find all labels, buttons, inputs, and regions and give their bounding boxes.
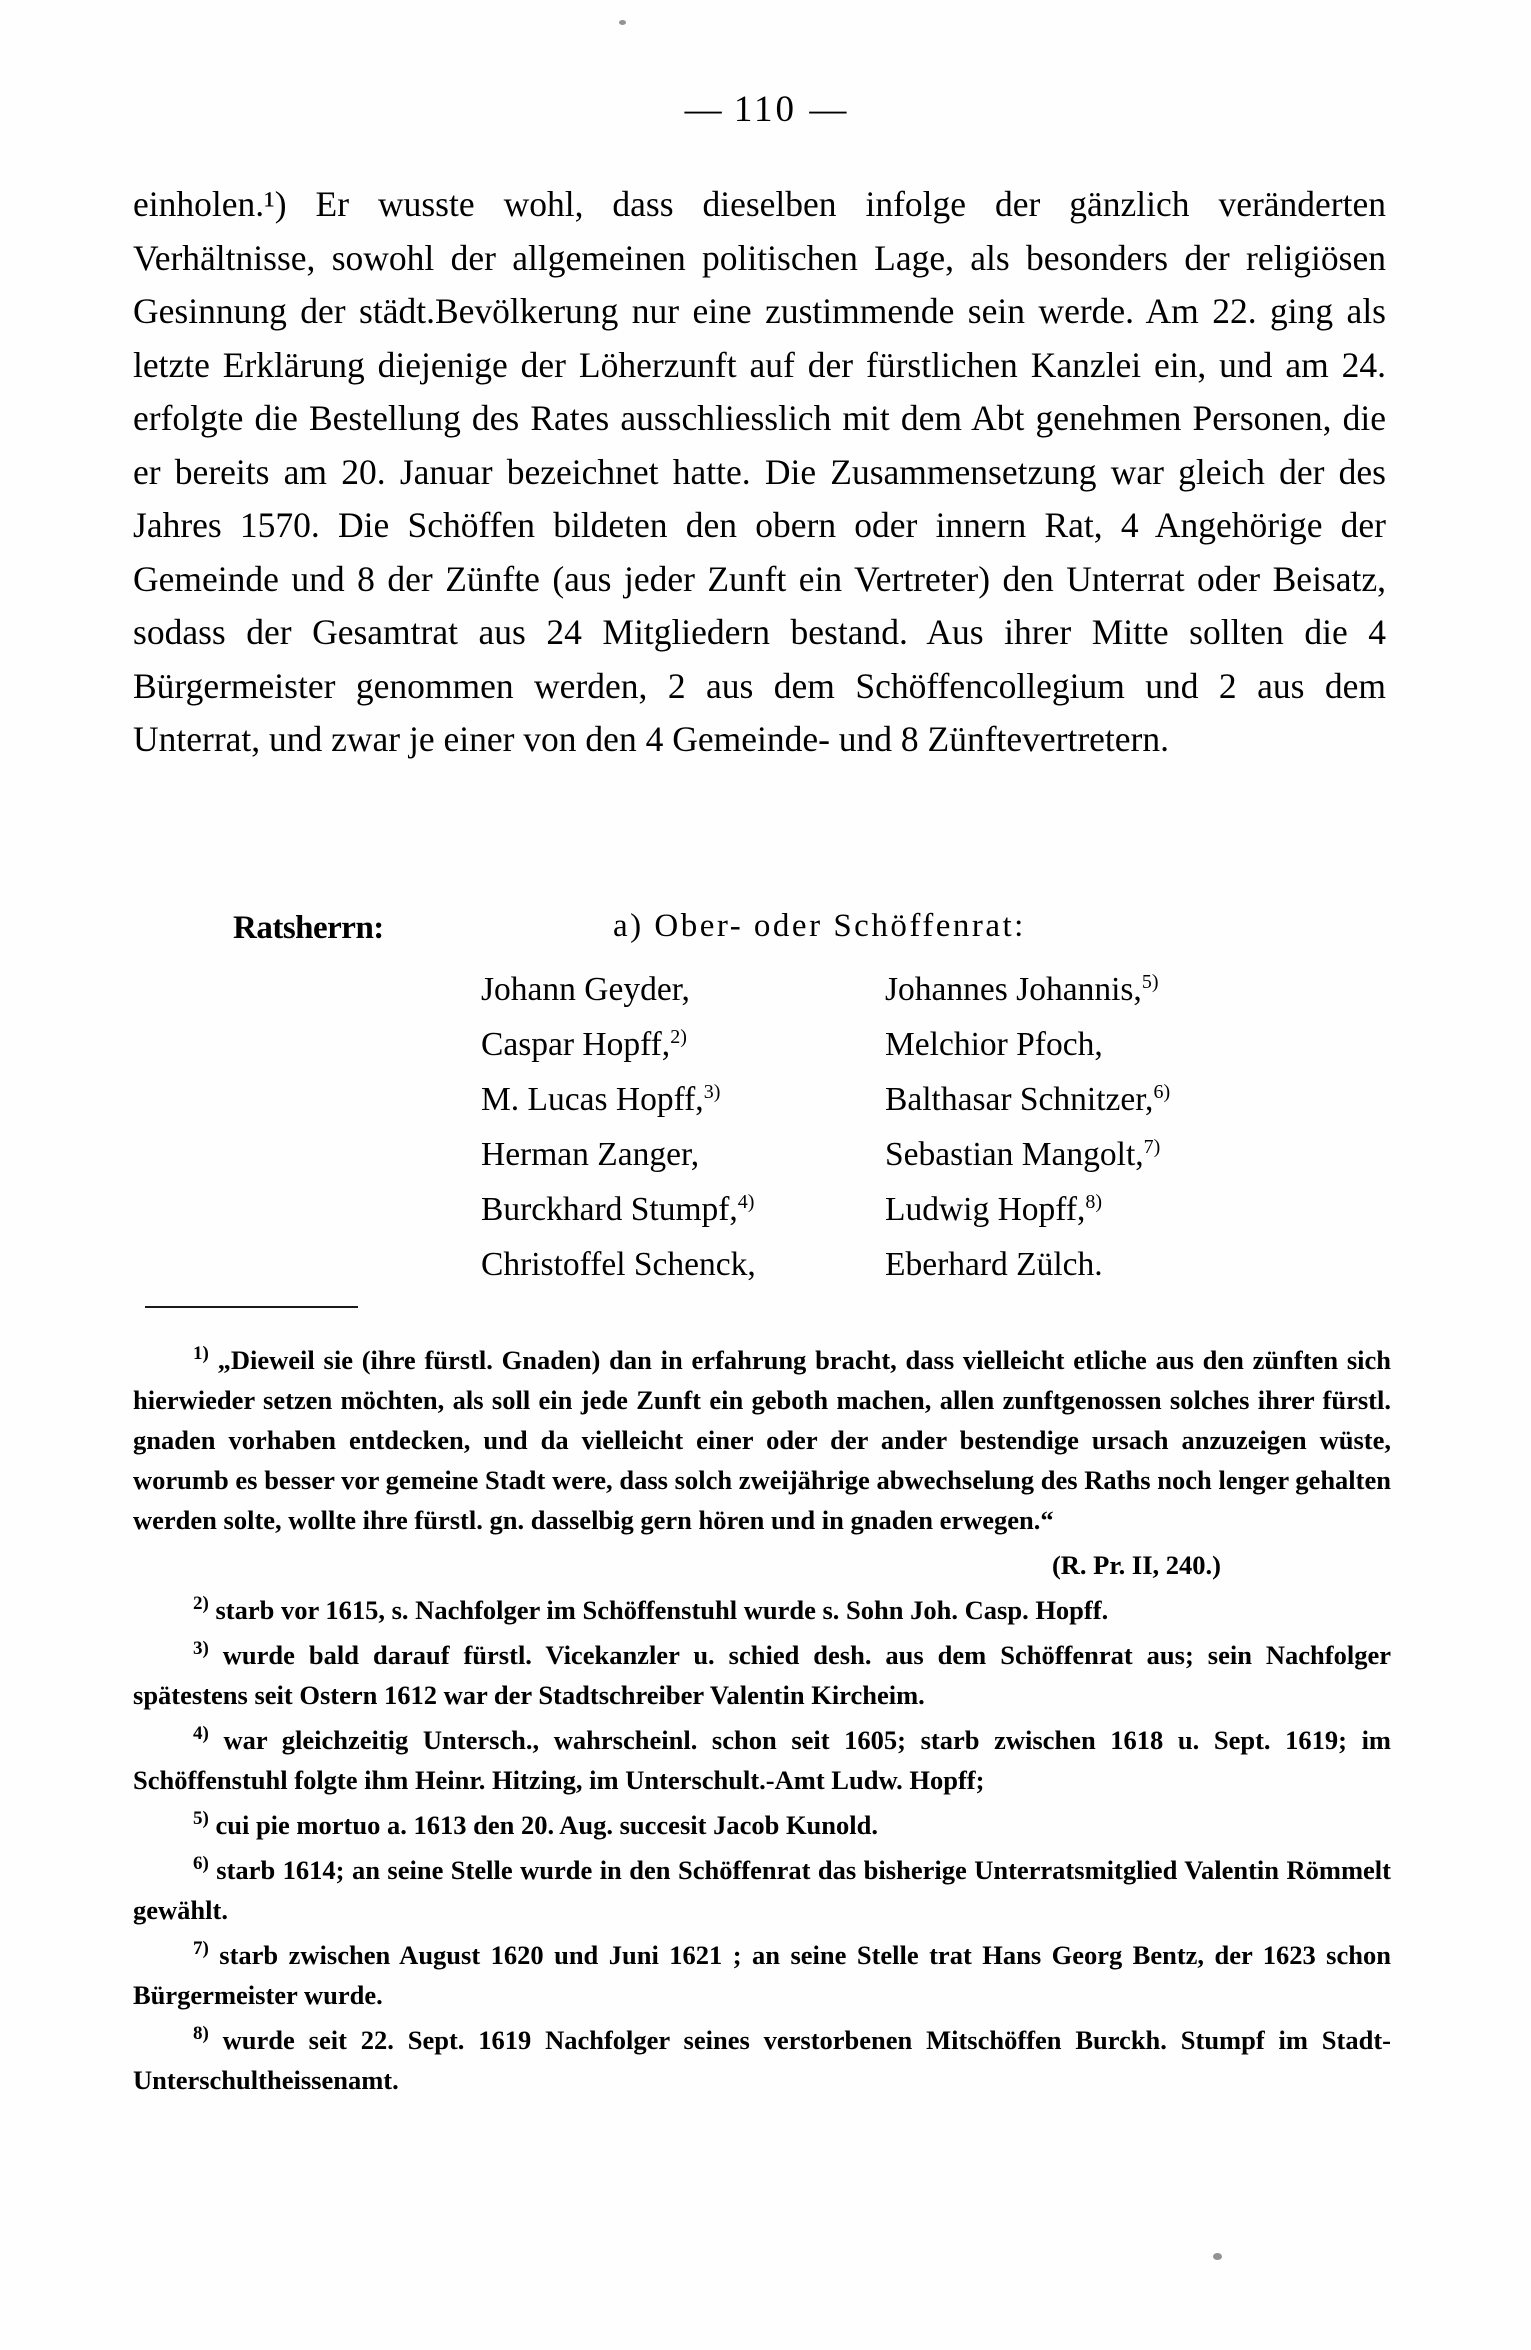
scan-speckle: [1213, 2253, 1222, 2260]
table-row: [481, 1017, 1215, 1072]
ratsherrn-name-right: [885, 1127, 1215, 1182]
ratsherrn-name-left: [481, 1237, 885, 1292]
footnote-item: [133, 1850, 1391, 1930]
footnote-separator-rule: [145, 1306, 358, 1308]
footnote-item: [133, 1805, 1391, 1845]
ratsherrn-name-right: [885, 1237, 1215, 1292]
name-text: Balthasar Schnitzer,: [885, 1081, 1154, 1118]
footnote-marker: 2): [193, 1593, 209, 1615]
name-text: Burckhard Stumpf,: [481, 1191, 738, 1228]
footnote-source-citation: [133, 1545, 1391, 1585]
name-text: Johann Geyder,: [481, 971, 690, 1008]
main-paragraph: [133, 178, 1386, 767]
folio-dash-left: —: [684, 89, 722, 130]
name-text: Christoffel Schenck,: [481, 1246, 756, 1283]
footnote-marker: 5): [193, 1808, 209, 1830]
footnote-marker: 6): [193, 1853, 209, 1875]
ratsherrn-name-right: [885, 1017, 1215, 1072]
footnote-ref: 8): [1085, 1190, 1103, 1213]
table-row: [481, 1072, 1215, 1127]
footnote-item: [133, 1720, 1391, 1800]
ratsherrn-names-table: [481, 962, 1215, 1292]
footnote-text: starb 1614; an seine Stelle wurde in den Schöffenrat das bisherige Unterratsmitglied Valentin Römmelt gewählt.: [133, 1855, 1391, 1925]
name-text: Melchior Pfoch,: [885, 1026, 1103, 1063]
footnote-item: [133, 1590, 1391, 1630]
page-number: 110: [733, 89, 798, 130]
footnote-ref: 3): [703, 1080, 721, 1103]
ratsherrn-names-body: [481, 962, 1215, 1292]
name-text: Herman Zanger,: [481, 1136, 700, 1173]
footnote-text: starb vor 1615, s. Nachfolger im Schöffenstuhl wurde s. Sohn Joh. Casp. Hopff.: [215, 1595, 1109, 1625]
name-text: Eberhard Zülch.: [885, 1246, 1103, 1283]
footnote-ref: 5): [1141, 970, 1159, 993]
main-paragraph-text: einholen.¹) Er wusste wohl, dass dieselben infolge der gänzlich veränderten Verhältnisse, sowohl der allgemeinen politischen Lage, als besonders der religiösen Gesinnung der städt.Bevölkerung nur eine zustimmende sein werde. Am 22. ging als letzte Erklärung diejenige der Löherzunft auf der fürstlichen Kanzlei ein, und am 24. erfolgte die Bestellung des Rates ausschliesslich mit dem Abt genehmen Personen, die er bereits am 20. Januar bezeichnet hatte. Die Zusammensetzung war gleich der des Jahres 1570. Die Schöffen bildeten den obern oder innern Rat, 4 Angehörige der Gemeinde und 8 der Zünfte (aus jeder Zunft ein Vertreter) den Unterrat oder Beisatz, sodass der Gesamtrat aus 24 Mitgliedern bestand. Aus ihrer Mitte sollten die 4 Bürgermeister genommen werden, 2 aus dem Schöffencollegium und 2 aus dem Unterrat, und zwar je einer von den 4 Gemeinde- und 8 Zünftevertretern.: [133, 184, 1386, 759]
ratsherrn-subheading: a) Ober- oder Schöffenrat:: [613, 908, 1026, 944]
page-folio: [0, 88, 1531, 131]
ratsherrn-name-right: [885, 962, 1215, 1017]
footnote-item: [133, 2020, 1391, 2100]
footnote-ref: 2): [670, 1025, 687, 1048]
ratsherrn-name-left: [481, 962, 885, 1017]
footnote-text: starb zwischen August 1620 und Juni 1621 ; an seine Stelle trat Hans Georg Bentz, der 1623 schon Bürgermeister wurde.: [133, 1940, 1391, 2010]
ratsherrn-name-right: [885, 1182, 1215, 1237]
ratsherrn-label: Ratsherrn:: [233, 910, 384, 946]
footnote-marker: 7): [193, 1938, 209, 1960]
footnote-text: (R. Pr. II, 240.): [1051, 1550, 1221, 1580]
name-text: Sebastian Mangolt,: [885, 1136, 1144, 1173]
table-row: [481, 1182, 1215, 1237]
table-row: [481, 1127, 1215, 1182]
footnote-text: wurde seit 22. Sept. 1619 Nachfolger seines verstorbenen Mitschöffen Burckh. Stumpf im Stadt-Unterschultheissenamt.: [133, 2025, 1392, 2095]
name-text: M. Lucas Hopff,: [481, 1081, 704, 1118]
footnote-text: „Dieweil sie (ihre fürstl. Gnaden) dan in erfahrung bracht, dass vielleicht etliche aus den zünften sich hierwieder setzen möchten, als soll ein jede Zunft ein geboth machen, allen zunftgenossen solches ihrer fürstl. gnaden vorhaben entdecken, und da vielleicht einer oder der ander bestendige ursach anzuzeigen wüste, worumb es besser vor gemeine Stadt were, dass solch zweijährige abwechselung des Raths noch lenger gehalten werden solte, wollte ihre fürstl. gn. dasselbig gern hören und in gnaden erwegen.“: [133, 1345, 1391, 1535]
footnote-marker: 3): [193, 1638, 209, 1660]
footnote-marker: 4): [193, 1723, 209, 1745]
ratsherrn-name-left: [481, 1127, 885, 1182]
footnote-item: [133, 1340, 1391, 1540]
footnote-marker: 1): [193, 1343, 209, 1365]
table-row: [481, 1237, 1215, 1292]
name-text: Johannes Johannis,: [885, 971, 1142, 1008]
footnote-item: [133, 1935, 1391, 2015]
ratsherrn-name-left: [481, 1072, 885, 1127]
footnote-ref: 4): [737, 1190, 755, 1213]
table-row: [481, 962, 1215, 1017]
footnote-text: cui pie mortuo a. 1613 den 20. Aug. succesit Jacob Kunold.: [215, 1810, 879, 1840]
ratsherrn-name-right: [885, 1072, 1215, 1127]
body-text-block: [133, 178, 1386, 767]
name-text: Ludwig Hopff,: [885, 1191, 1086, 1228]
footnote-text: wurde bald darauf fürstl. Vicekanzler u. schied desh. aus dem Schöffenrat aus; sein Nachfolger spätestens seit Ostern 1612 war der Stadtschreiber Valentin Kircheim.: [133, 1640, 1391, 1710]
ratsherrn-name-left: [481, 1182, 885, 1237]
footnotes-block: [133, 1340, 1391, 2105]
footnote-ref: 6): [1153, 1080, 1171, 1103]
footnote-marker: 8): [193, 2023, 209, 2045]
ratsherrn-name-left: [481, 1017, 885, 1072]
footnote-text: war gleichzeitig Untersch., wahrscheinl. schon seit 1605; starb zwischen 1618 u. Sept. 1619; im Schöffenstuhl folgte ihm Heinr. Hitzing, im Unterschult.-Amt Ludw. Hopff;: [133, 1725, 1392, 1795]
scan-speckle: [619, 20, 626, 25]
folio-dash-right: —: [809, 89, 847, 130]
name-text: Caspar Hopff,: [481, 1026, 671, 1063]
footnote-item: [133, 1635, 1391, 1715]
footnote-ref: 7): [1143, 1135, 1161, 1158]
